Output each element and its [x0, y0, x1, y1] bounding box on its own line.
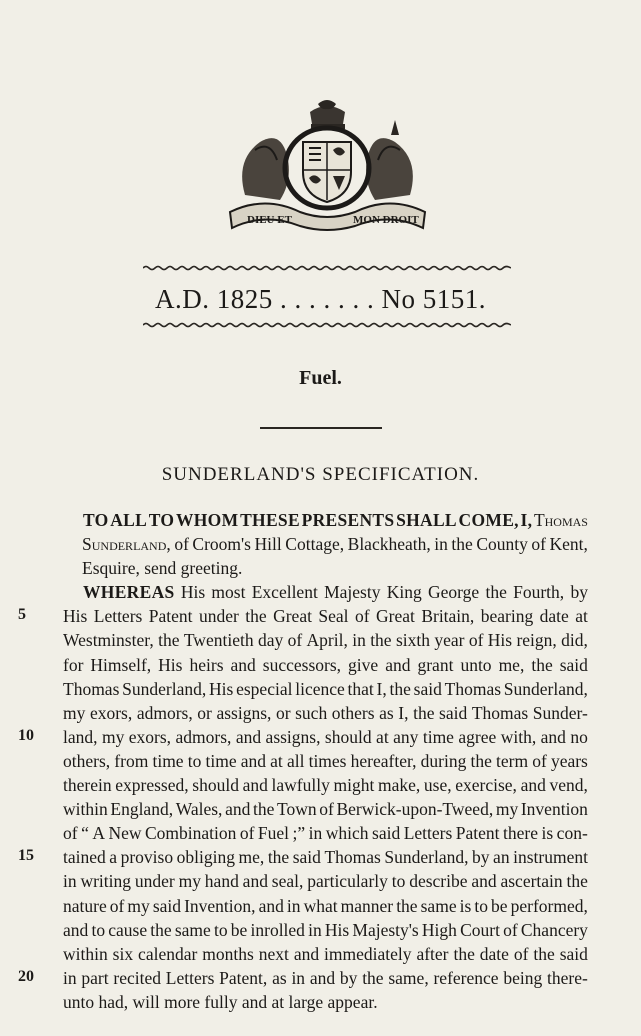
word: same: [420, 895, 457, 916]
word: time: [422, 726, 454, 747]
word: assigns,: [216, 702, 272, 723]
divider: [260, 427, 382, 429]
word: Great: [273, 606, 312, 627]
specification-body: [63, 508, 588, 1014]
word: of: [354, 606, 370, 627]
word: the: [252, 799, 275, 820]
word: immediately: [324, 943, 412, 964]
word: Blackheath,: [347, 534, 431, 555]
word: and: [230, 654, 256, 675]
word: the: [485, 582, 507, 603]
text-line: [63, 580, 588, 604]
word: my: [178, 871, 201, 892]
word: April,: [306, 630, 348, 651]
word: and: [258, 895, 284, 916]
subject-title: Fuel.: [299, 367, 342, 389]
word: my: [495, 799, 519, 820]
word: said: [559, 943, 588, 964]
word: in: [352, 630, 366, 651]
patent-header: [0, 284, 641, 315]
word: WHEREAS: [83, 582, 175, 603]
word: all: [286, 750, 305, 771]
word: and: [63, 919, 89, 940]
text-line: [63, 508, 588, 532]
word: obliging: [176, 847, 235, 868]
word: as: [272, 967, 287, 988]
word: the: [267, 847, 290, 868]
text-line: [63, 942, 588, 966]
svg-text:DIEU ET: DIEU ET: [247, 214, 292, 226]
word: Fourth,: [513, 582, 565, 603]
word: date: [539, 606, 569, 627]
line-number: 15: [18, 847, 34, 865]
word: such: [295, 702, 328, 723]
line-number: 20: [18, 967, 34, 985]
word: nature: [63, 895, 107, 916]
specification-title: SUNDERLAND'S SPECIFICATION.: [161, 464, 480, 485]
word: expressed,: [115, 775, 189, 796]
word: to: [474, 895, 488, 916]
word: THESE: [240, 510, 300, 530]
word: within: [63, 943, 108, 964]
word: Majesty's: [352, 919, 419, 940]
word: lawfully: [271, 775, 330, 796]
word: unto: [460, 654, 492, 675]
text-line: [63, 749, 588, 773]
text-line: [63, 821, 588, 845]
word: con-: [556, 823, 588, 844]
word: inrolled: [250, 919, 305, 940]
word: six: [112, 943, 134, 964]
word: others,: [63, 750, 111, 771]
word: or: [197, 702, 212, 723]
word: after: [416, 943, 449, 964]
word: make,: [377, 775, 421, 796]
word: land,: [63, 726, 98, 747]
word: in: [434, 534, 448, 555]
svg-text:MON DROIT: MON DROIT: [353, 214, 419, 226]
word: be: [491, 895, 508, 916]
word: there: [503, 823, 539, 844]
word: writing: [80, 871, 132, 892]
word: His: [63, 606, 88, 627]
text-line: [63, 701, 588, 725]
word: therein: [63, 775, 112, 796]
word: to: [187, 750, 202, 771]
word: vend,: [549, 775, 588, 796]
word: hand: [204, 871, 239, 892]
word: WHOM: [175, 510, 239, 530]
word: of: [503, 919, 518, 940]
word: time: [152, 750, 184, 771]
word: instrument: [513, 847, 588, 868]
text-line: [63, 918, 588, 942]
word: at: [376, 726, 389, 747]
word: by: [472, 847, 490, 868]
word: an: [493, 847, 510, 868]
word: Invention: [520, 799, 588, 820]
word: there-: [547, 967, 588, 988]
word: under: [198, 606, 239, 627]
word: A: [92, 823, 105, 844]
word: “: [81, 823, 89, 844]
header-dots: . . . . . . .: [272, 284, 382, 314]
word: sixth: [395, 630, 430, 651]
word: and: [540, 726, 566, 747]
word: and: [309, 967, 336, 988]
word: Patent,: [219, 967, 268, 988]
word: exors,: [128, 726, 172, 747]
word: that: [347, 678, 374, 699]
word: Sunderland,: [82, 534, 171, 555]
word: Twentieth: [183, 630, 254, 651]
word: the: [566, 871, 588, 892]
word: in: [291, 967, 306, 988]
word: ascertain: [500, 871, 563, 892]
word: Great: [376, 606, 415, 627]
word: calendar: [138, 943, 198, 964]
ornamental-rule: [143, 264, 511, 272]
word: by: [570, 582, 588, 603]
word: and: [242, 871, 268, 892]
word: next: [258, 943, 289, 964]
word: said: [372, 823, 401, 844]
word: tained: [63, 847, 106, 868]
word: Seal: [318, 606, 349, 627]
word: His: [209, 678, 234, 699]
word: Thomas: [471, 702, 529, 723]
word: Fuel: [257, 823, 290, 844]
word: my: [101, 726, 125, 747]
word: His: [487, 630, 513, 651]
word: of: [109, 895, 125, 916]
word: by: [339, 967, 358, 988]
year: A.D. 1825: [155, 284, 273, 314]
word: Majesty: [324, 582, 381, 603]
word: of: [287, 630, 303, 651]
word: bearing: [480, 606, 534, 627]
word: me,: [498, 654, 525, 675]
word: said: [559, 654, 588, 675]
word: and: [225, 799, 251, 820]
text-line: [63, 845, 588, 869]
word: my: [63, 702, 86, 723]
word: term: [496, 750, 529, 771]
text-line: [63, 677, 588, 701]
word: or: [275, 702, 291, 723]
word: is: [459, 895, 472, 916]
word: of: [532, 750, 547, 771]
word: Westminster,: [63, 630, 154, 651]
word: Invention,: [184, 895, 256, 916]
word: and: [242, 775, 268, 796]
word: particularly: [307, 871, 388, 892]
word: cause: [108, 919, 148, 940]
word: manner: [340, 895, 394, 916]
word: within: [63, 799, 108, 820]
word: at: [575, 606, 588, 627]
word: the: [245, 606, 267, 627]
ornamental-rule: [143, 321, 511, 329]
word: to: [91, 919, 106, 940]
word: others: [331, 702, 375, 723]
word: day: [257, 630, 284, 651]
word: performed,: [510, 895, 588, 916]
word: of: [531, 534, 546, 555]
word: most: [211, 582, 246, 603]
word: I,: [520, 510, 533, 530]
text-line: [63, 869, 588, 893]
word: for: [63, 654, 84, 675]
word: said: [413, 678, 442, 699]
word: being: [503, 967, 543, 988]
word: TO: [83, 510, 109, 530]
word: during: [420, 750, 467, 771]
word: Thomas: [533, 510, 588, 530]
text-line: [63, 725, 588, 749]
text-line: [63, 773, 588, 797]
word: Wales,: [175, 799, 223, 820]
word: Himself,: [90, 654, 152, 675]
word: PRESENTS: [301, 510, 395, 530]
line-text: unto had, will more fully and at large appear.: [63, 991, 378, 1012]
word: the: [362, 967, 384, 988]
word: the: [470, 750, 492, 771]
word: of: [319, 799, 334, 820]
text-line: [63, 556, 588, 580]
word: which: [325, 823, 369, 844]
word: describe: [409, 871, 468, 892]
word: the: [533, 943, 555, 964]
word: give: [348, 654, 379, 675]
word: date: [479, 943, 509, 964]
word: the: [531, 654, 553, 675]
word: any: [393, 726, 419, 747]
word: exors,: [89, 702, 133, 723]
text-line: [63, 628, 588, 652]
word: in: [63, 967, 77, 988]
text-line: [63, 990, 588, 1014]
word: His: [324, 919, 350, 940]
word: what: [303, 895, 338, 916]
word: should: [192, 775, 239, 796]
royal-coat-of-arms-icon: [225, 100, 430, 235]
word: time: [205, 750, 237, 771]
word: of: [513, 943, 529, 964]
word: especial: [236, 678, 293, 699]
word: same: [174, 919, 211, 940]
word: months: [202, 943, 254, 964]
line-number: 5: [18, 606, 26, 624]
word: High: [421, 919, 457, 940]
word: the: [453, 943, 475, 964]
word: and: [240, 750, 267, 771]
word: Kent,: [549, 534, 588, 555]
word: exercise,: [455, 775, 517, 796]
word: England,: [110, 799, 174, 820]
word: Thomas: [324, 847, 381, 868]
word: George: [428, 582, 480, 603]
word: be: [230, 919, 248, 940]
word: Patent: [455, 823, 500, 844]
word: the: [451, 534, 473, 555]
word: Sunderland,: [384, 847, 469, 868]
word: agree: [458, 726, 497, 747]
word: heirs: [189, 654, 224, 675]
word: Thomas: [63, 678, 120, 699]
word: the: [370, 630, 392, 651]
word: said: [152, 895, 182, 916]
word: use,: [423, 775, 452, 796]
text-line: [63, 894, 588, 918]
word: a: [109, 847, 118, 868]
word: King: [386, 582, 422, 603]
word: Croom's: [192, 534, 251, 555]
word: County: [476, 534, 528, 555]
word: my: [127, 895, 150, 916]
word: Excellent: [251, 582, 318, 603]
patent-number: No 5151.: [381, 284, 486, 314]
text-line: [63, 653, 588, 677]
word: should: [324, 726, 372, 747]
word: Sunder-: [532, 702, 588, 723]
word: no: [570, 726, 588, 747]
word: Letters: [403, 823, 453, 844]
word: reference: [433, 967, 499, 988]
word: seal,: [271, 871, 304, 892]
word: Patent: [148, 606, 193, 627]
word: Court: [460, 919, 500, 940]
word: Britain,: [421, 606, 475, 627]
word: in: [63, 871, 77, 892]
word: with,: [500, 726, 537, 747]
word: admors,: [136, 702, 193, 723]
word: in: [286, 895, 301, 916]
word: under: [134, 871, 175, 892]
word: Thomas: [444, 678, 502, 699]
word: Letters: [93, 606, 143, 627]
word: COME,: [458, 510, 519, 530]
word: New: [108, 823, 142, 844]
word: of: [174, 534, 189, 555]
word: said: [439, 702, 468, 723]
word: Town: [277, 799, 317, 820]
word: the: [150, 919, 172, 940]
word: Berwick-upon-Tweed,: [336, 799, 494, 820]
word: successors,: [262, 654, 342, 675]
text-line: [63, 604, 588, 628]
word: grant: [417, 654, 454, 675]
text-line: [63, 966, 588, 990]
word: ;”: [292, 823, 306, 844]
word: the: [158, 630, 180, 651]
line-number: 10: [18, 726, 34, 744]
word: years: [550, 750, 588, 771]
line-text: Esquire, send greeting.: [82, 558, 243, 579]
text-line: [63, 532, 588, 556]
word: assigns,: [265, 726, 321, 747]
word: and: [471, 871, 497, 892]
word: licence: [295, 678, 345, 699]
word: year: [434, 630, 465, 651]
word: TO: [148, 510, 175, 530]
word: Sunderland,: [122, 678, 207, 699]
word: I,: [398, 702, 409, 723]
word: said: [292, 847, 321, 868]
word: admors,: [175, 726, 232, 747]
word: in: [308, 823, 323, 844]
word: SHALL: [396, 510, 457, 530]
word: me,: [238, 847, 265, 868]
word: I,: [376, 678, 387, 699]
word: same,: [388, 967, 429, 988]
word: to: [214, 919, 228, 940]
word: in: [308, 919, 322, 940]
word: as: [379, 702, 394, 723]
word: Chancery: [520, 919, 588, 940]
word: at: [270, 750, 283, 771]
word: of: [468, 630, 484, 651]
word: and: [235, 726, 262, 747]
word: and: [293, 943, 320, 964]
word: Combination: [144, 823, 237, 844]
word: did,: [561, 630, 588, 651]
word: the: [396, 895, 418, 916]
word: Sunderland,: [503, 678, 588, 699]
word: part: [81, 967, 109, 988]
word: from: [114, 750, 149, 771]
word: and: [520, 775, 546, 796]
word: of: [63, 823, 78, 844]
word: recited: [113, 967, 162, 988]
word: to: [391, 871, 406, 892]
word: Cottage,: [285, 534, 345, 555]
word: times: [308, 750, 347, 771]
word: might: [333, 775, 375, 796]
word: His: [158, 654, 183, 675]
word: and: [385, 654, 411, 675]
word: of: [239, 823, 255, 844]
word: His: [180, 582, 206, 603]
word: Hill: [254, 534, 282, 555]
word: Letters: [165, 967, 215, 988]
text-line: [63, 797, 588, 821]
word: is: [541, 823, 554, 844]
word: hereafter,: [350, 750, 417, 771]
word: the: [413, 702, 435, 723]
word: ALL: [110, 510, 148, 530]
word: reign,: [516, 630, 557, 651]
word: proviso: [120, 847, 174, 868]
word: the: [389, 678, 411, 699]
